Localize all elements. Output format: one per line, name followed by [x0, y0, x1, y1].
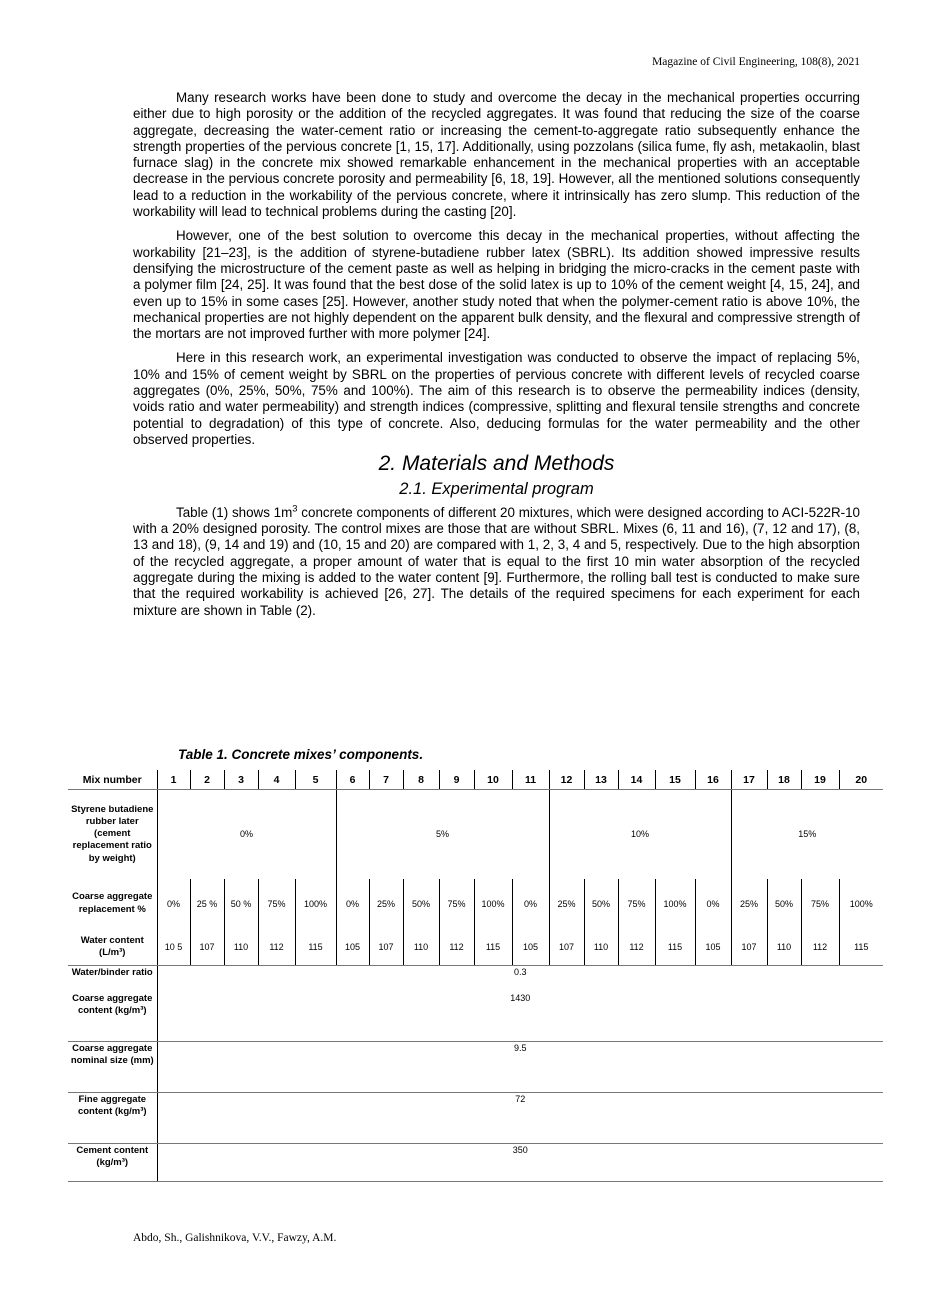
column-header-mix: 1: [157, 770, 190, 790]
table-row: [68, 879, 883, 929]
column-header-mix: 16: [695, 770, 731, 790]
cell-value: 25%: [369, 879, 403, 929]
column-header-mix: 18: [767, 770, 801, 790]
cell-value: 115: [295, 929, 336, 966]
cell-value: 115: [474, 929, 512, 966]
journal-header: Magazine of Civil Engineering, 108(8), 2021: [652, 56, 860, 68]
cell-value: 100%: [474, 879, 512, 929]
column-header-mix: 6: [336, 770, 369, 790]
column-header-mix: 12: [549, 770, 584, 790]
table-row: [68, 929, 883, 966]
cell-value: 105: [512, 929, 549, 966]
cell-value: 110: [584, 929, 618, 966]
cell-value: 115: [839, 929, 883, 966]
paragraph: Many research works have been done to study and overcome the decay in the mechanical properties occurring either due to high porosity or the addition of the recycled aggregates. It was found that reducing the size of the coarse aggregate, decreasing the water-cement ratio or increasing the cement-to-aggregate ratio subsequently enhance the strength properties of the pervious concrete [1, 15, 17]. Additionally, using pozzolans (silica fume, fly ash, metakaolin, blast furnace slag) in the concrete mix showed remarkable enhancement in the mechanical properties with an acceptable decrease in the pervious concrete porosity and permeability [6, 18, 19]. However, all the mentioned solutions consequently lead to a reduction in the workability of the pervious concrete, where it intrinsically has zero slump. This reduction of the workability will lead to technical problems during the casting [20].: [133, 90, 860, 220]
cell-value: 5%: [336, 790, 549, 879]
text: Table (1) shows 1m: [176, 504, 293, 520]
cell-value: 107: [190, 929, 224, 966]
paragraph: Here in this research work, an experimental investigation was conducted to observe the impact of replacing 5%, 10% and 15% of cement weight by SBRL on the properties of pervious concrete with different levels of recycled coarse aggregates (0%, 25%, 50%, 75% and 100%). The aim of this research is to observe the permeability indices (density, voids ratio and water permeability) and strength indices (compressive, splitting and flexural tensile strengths and concrete potential to degradation) of this type of concrete. Also, deducing formulas for the water permeability and the other observed properties.: [133, 350, 860, 447]
table-header-row: [68, 770, 883, 790]
cell-value: 105: [695, 929, 731, 966]
cell-value: 0%: [512, 879, 549, 929]
cell-value: 0%: [336, 879, 369, 929]
cell-value: 105: [336, 929, 369, 966]
paragraph: [133, 505, 860, 619]
table-row: [68, 966, 883, 992]
column-header-mix: 19: [801, 770, 839, 790]
cell-value: 107: [731, 929, 767, 966]
cell-value: 115: [655, 929, 695, 966]
column-header-mix: 3: [224, 770, 258, 790]
column-header-mix: 5: [295, 770, 336, 790]
cell-value: 107: [549, 929, 584, 966]
cell-value: 100%: [655, 879, 695, 929]
cell-value: 25%: [549, 879, 584, 929]
cell-value: 0%: [157, 790, 336, 879]
column-header-mix: 2: [190, 770, 224, 790]
column-header-mix: 17: [731, 770, 767, 790]
column-header-mix: 11: [512, 770, 549, 790]
cell-value: 50 %: [224, 879, 258, 929]
mix-components-table: [68, 770, 883, 1182]
cell-value: 0%: [157, 879, 190, 929]
cell-value: 112: [258, 929, 295, 966]
cell-value: 0%: [695, 879, 731, 929]
column-header-mix: 13: [584, 770, 618, 790]
column-header-mix: 20: [839, 770, 883, 790]
cell-value: 50%: [584, 879, 618, 929]
cell-value: 9.5: [157, 1042, 883, 1093]
cell-value: 25%: [731, 879, 767, 929]
cell-value: 1430: [157, 992, 883, 1042]
row-label: Water/binder ratio: [71, 967, 153, 978]
column-header-mix: 10: [474, 770, 512, 790]
column-header-mix: 8: [403, 770, 439, 790]
row-label: Fine aggregate content (kg/m³): [68, 1093, 157, 1144]
column-header-mix: 4: [258, 770, 295, 790]
cell-value: 112: [439, 929, 474, 966]
table-row: [68, 1144, 883, 1182]
row-label: Water content (L/m³): [68, 929, 157, 966]
row-label: Coarse aggregate replacement %: [72, 891, 153, 915]
row-label: Styrene butadiene rubber later (cement replacement ratio by weight): [71, 803, 154, 864]
column-header-mix: 7: [369, 770, 403, 790]
cell-value: 75%: [439, 879, 474, 929]
cell-value: 50%: [403, 879, 439, 929]
section-title: 2. Materials and Methods: [378, 452, 615, 476]
cell-value: 350: [157, 1144, 883, 1182]
cell-value: 100%: [839, 879, 883, 929]
cell-value: 10 5: [157, 929, 190, 966]
paragraph: However, one of the best solution to overcome this decay in the mechanical properties, without affecting the workability [21–23], is the addition of styrene-butadiene rubber latex (SBRL). Its addition showed impressive results densifying the microstructure of the cement paste as well as helping in bridging the micro-cracks in the cement paste with a polymer film [24, 25]. It was found that the best dose of the solid latex is up to 10% of the cement weight [4, 15, 24], and even up to 15% in some cases [25]. However, another study noted that when the polymer-cement ratio is above 10%, the mechanical properties are not highly dependent on the apparent bulk density, and the flexural and compressive strength of the mortars are not improved further with more polymer [24].: [133, 228, 860, 342]
article-body: [133, 90, 860, 627]
text: concrete components of different 20 mixtures, which were designed according to ACI-522R-10 with a 20% designed porosity. The control mixes are those that are without SBRL. Mixes (6, 11 and 16), (7, 12 and 17), (8, 13 and 18), (9, 14 and 19) and (10, 15 and 20) are compared with 1, 2, 3, 4 and 5, respectively. Due to the high absorption of the recycled aggregate, a proper amount of water that is equal to the first 10 min water absorption of the recycled aggregate during the mixing is added to the water content [9]. Furthermore, the rolling ball test is conducted to make sure that the required workability is achieved [26, 27]. The details of the required specimens for each experiment for each mixture are shown in Table (2).: [133, 504, 860, 618]
cell-value: 112: [801, 929, 839, 966]
row-label: Coarse aggregate nominal size (mm): [68, 1042, 157, 1093]
row-label: Cement content (kg/m³): [68, 1144, 157, 1182]
cell-value: 112: [618, 929, 655, 966]
row-label: Coarse aggregate content (kg/m³): [68, 992, 157, 1042]
cell-value: 50%: [767, 879, 801, 929]
cell-value: 100%: [295, 879, 336, 929]
column-header-mix: 9: [439, 770, 474, 790]
column-header-mix: 14: [618, 770, 655, 790]
cell-value: 107: [369, 929, 403, 966]
cell-value: 72: [157, 1093, 883, 1144]
cell-value: 25 %: [190, 879, 224, 929]
table-row: [68, 1093, 883, 1144]
cell-value: 110: [403, 929, 439, 966]
cell-value: 110: [767, 929, 801, 966]
cell-value: 15%: [731, 790, 883, 879]
table-row: [68, 790, 883, 879]
cell-value: 75%: [801, 879, 839, 929]
column-header-mix: 15: [655, 770, 695, 790]
table-row: [68, 1042, 883, 1093]
cell-value: 110: [224, 929, 258, 966]
cell-value: 75%: [258, 879, 295, 929]
table-caption: Table 1. Concrete mixes’ components.: [178, 747, 424, 762]
footer-authors: Abdo, Sh., Galishnikova, V.V., Fawzy, A.M.: [133, 1232, 337, 1244]
subsection-title: 2.1. Experimental program: [399, 479, 594, 498]
column-header-label: Mix number: [68, 770, 157, 790]
table-row: [68, 992, 883, 1042]
cell-value: 0.3: [157, 966, 883, 992]
superscript: 3: [292, 503, 298, 514]
cell-value: 75%: [618, 879, 655, 929]
cell-value: 10%: [549, 790, 731, 879]
